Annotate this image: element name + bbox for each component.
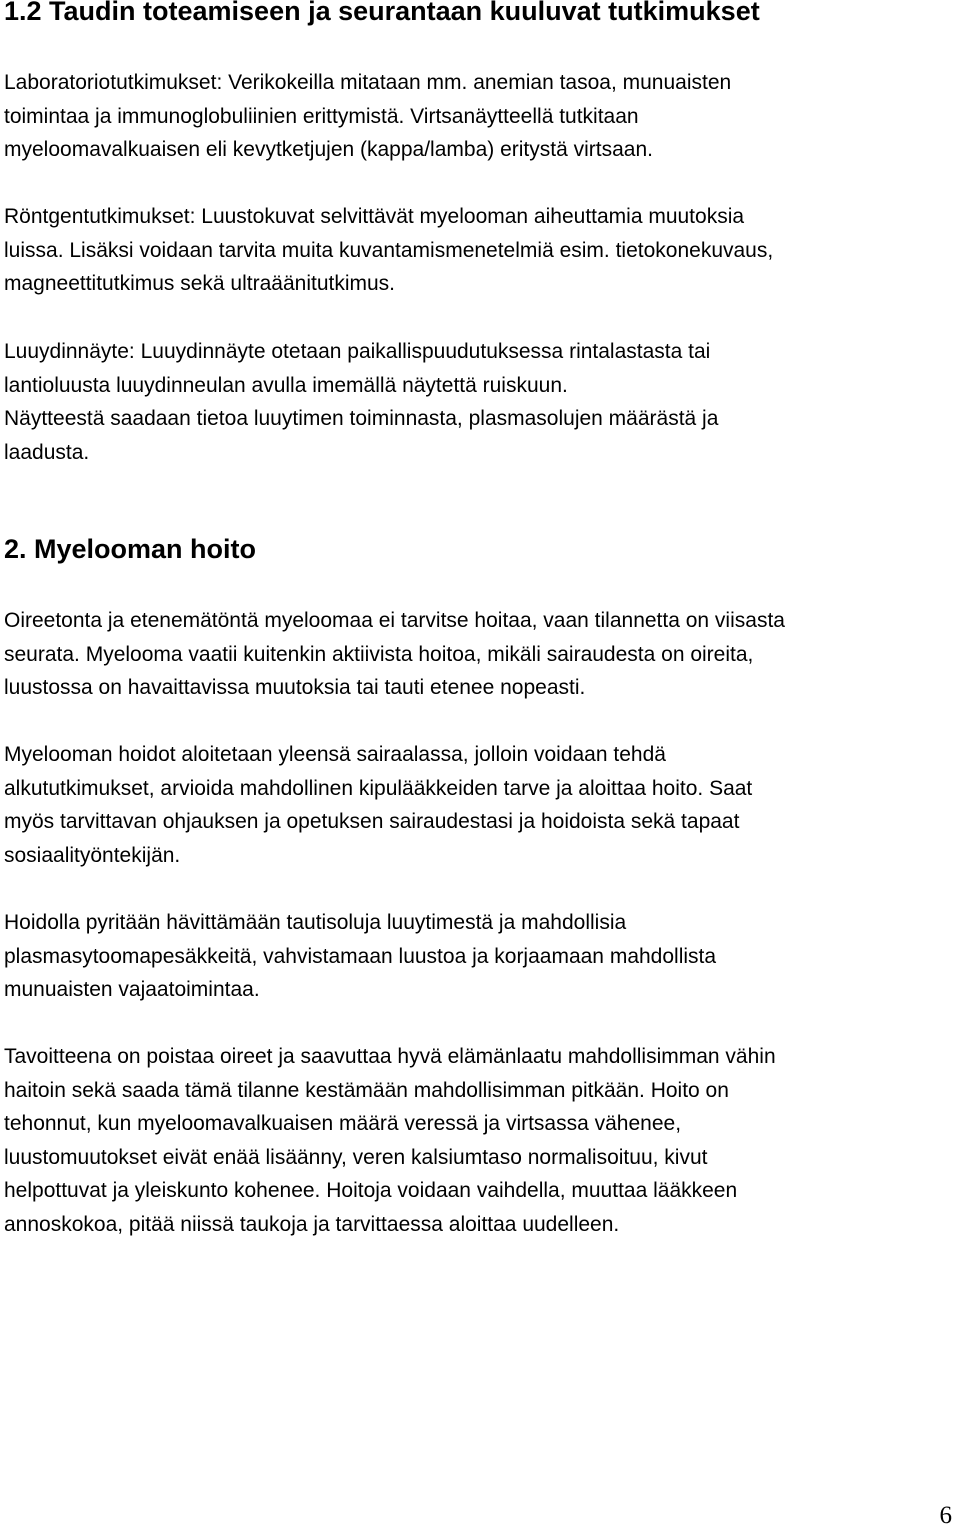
- paragraph-bone-marrow-sample: [4, 335, 956, 469]
- text-line: Myelooman hoidot aloitetaan yleensä sairaalassa, jolloin voidaan tehdä: [4, 743, 666, 766]
- section-heading: 1.2 Taudin toteamiseen ja seurantaan kuuluvat tutkimukset: [4, 0, 760, 26]
- text-line: Hoidolla pyritään hävittämään tautisoluja luuytimestä ja mahdollisia: [4, 911, 627, 934]
- text-line: munuaisten vajaatoimintaa.: [4, 978, 260, 1001]
- text-line: magneettitutkimus sekä ultraäänitutkimus.: [4, 272, 396, 295]
- text-line: alkututkimukset, arvioida mahdollinen kipulääkkeiden tarve ja aloittaa hoito. Saat: [4, 776, 753, 800]
- text-line: sosiaalityöntekijän.: [4, 843, 181, 867]
- text-line: luissa. Lisäksi voidaan tarvita muita kuvantamismenetelmiä esim. tietokonekuvaus,: [4, 238, 774, 262]
- page-number: 6: [939, 1502, 952, 1529]
- text-line: Laboratoriotutkimukset: Verikokeilla mitataan mm. anemian tasoa, munuaisten: [4, 71, 732, 94]
- text-line: Luuydinnäyte: Luuydinnäyte otetaan paikallispuudutuksessa rintalastasta tai: [4, 340, 711, 363]
- text-line: myös tarvittavan ohjauksen ja opetuksen sairaudestasi ja hoidoista sekä tapaat: [4, 810, 740, 833]
- text-line: myeloomavalkuaisen eli kevytketjujen (kappa/lamba) eritystä virtsaan.: [4, 138, 653, 161]
- paragraph-treatment-goals: [4, 1040, 956, 1241]
- text-line: Näytteestä saadaan tietoa luuytimen toiminnasta, plasmasolujen määrästä ja: [4, 407, 719, 430]
- text-line: annoskokoa, pitää niissä taukoja ja tarvittaessa aloittaa uudelleen.: [4, 1212, 620, 1236]
- section-heading: 2. Myelooman hoito: [4, 534, 257, 564]
- text-line: lantioluusta luuydinneulan avulla imemällä näytettä ruiskuun.: [4, 373, 568, 397]
- paragraph-xray-tests: [4, 200, 956, 301]
- paragraph-hospital-start: [4, 738, 956, 872]
- paragraph-laboratory-tests: [4, 66, 956, 167]
- text-line: laadusta.: [4, 440, 90, 464]
- text-line: tehonnut, kun myeloomavalkuaisen määrä veressä ja virtsassa vähenee,: [4, 1112, 682, 1135]
- text-line: toimintaa ja immunoglobuliinien erittymistä. Virtsanäytteellä tutkitaan: [4, 104, 639, 128]
- text-line: plasmasytoomapesäkkeitä, vahvistamaan luustoa ja korjaamaan mahdollista: [4, 944, 717, 968]
- paragraph-treatment-need: [4, 604, 956, 705]
- text-line: haitoin sekä saada tämä tilanne kestämään mahdollisimman pitkään. Hoito on: [4, 1078, 729, 1102]
- text-line: helpottuvat ja yleiskunto kohenee. Hoitoja voidaan vaihdella, muuttaa lääkkeen: [4, 1179, 738, 1202]
- text-line: luustossa on havaittavissa muutoksia tai tauti etenee nopeasti.: [4, 676, 586, 699]
- text-line: Tavoitteena on poistaa oireet ja saavuttaa hyvä elämänlaatu mahdollisimman vähin: [4, 1045, 776, 1068]
- text-line: seurata. Myelooma vaatii kuitenkin aktiivista hoitoa, mikäli sairaudesta on oireita,: [4, 642, 754, 666]
- text-line: luustomuutokset eivät enää lisäänny, veren kalsiumtaso normalisoituu, kivut: [4, 1145, 708, 1169]
- paragraph-treatment-aims: [4, 906, 956, 1007]
- text-line: Röntgentutkimukset: Luustokuvat selvittävät myelooman aiheuttamia muutoksia: [4, 205, 745, 228]
- text-line: Oireetonta ja etenemätöntä myeloomaa ei tarvitse hoitaa, vaan tilannetta on viisasta: [4, 609, 785, 632]
